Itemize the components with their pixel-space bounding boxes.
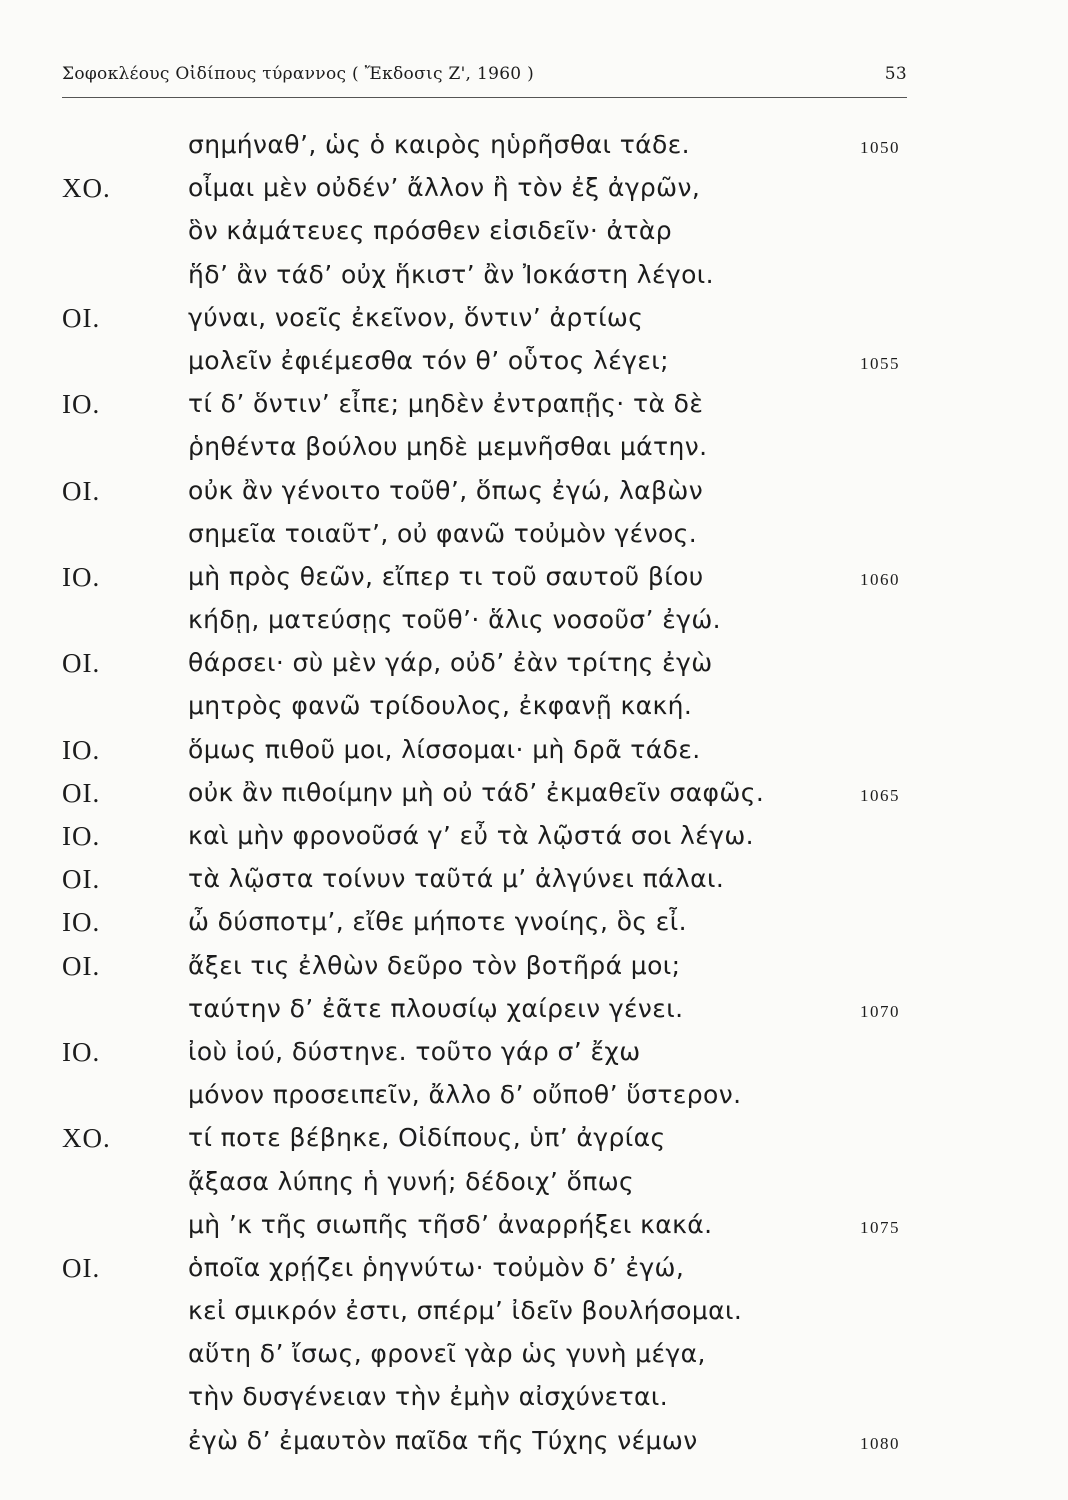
verse-line: [0, 994, 1068, 1037]
verse-line: [0, 1210, 1068, 1253]
verse-text: οἶμαι μὲν οὐδέν’ ἄλλον ἢ τὸν ἐξ ἀγρῶν,: [188, 173, 701, 203]
speaker-label: ΙΟ.: [62, 821, 101, 851]
verse-line: [0, 519, 1068, 562]
speaker-label: ΙΟ.: [62, 734, 101, 765]
verse-line: [0, 260, 1068, 303]
speaker-label: ΟΙ.: [62, 1252, 101, 1283]
verse-text: κεἰ σμικρόν ἐστι, σπέρμ’ ἰδεῖν βουλήσομαι.: [188, 1296, 743, 1326]
line-number: 1050: [860, 138, 900, 157]
speaker-label: ΟΙ.: [62, 864, 101, 895]
verse-line: [0, 1123, 1068, 1166]
verse-lines: [0, 130, 1068, 1469]
line-number: 1055: [860, 353, 900, 373]
verse-text: ὁποῖα χρῄζει ῥηγνύτω· τοὐμὸν δ’ ἐγώ,: [188, 1252, 685, 1282]
speaker-label: ΟΙ.: [62, 950, 101, 981]
speaker-label: ΙΟ.: [62, 907, 101, 938]
verse-line: [0, 864, 1068, 907]
verse-line: [0, 1339, 1068, 1382]
speaker-label: ΟΙ.: [62, 302, 101, 333]
verse-line: [0, 691, 1068, 734]
line-number: 1060: [860, 569, 900, 589]
verse-line: [0, 821, 1068, 864]
verse-line: [0, 1426, 1068, 1469]
speaker-label: ΙΟ.: [62, 389, 101, 420]
verse-text: μόνον προσειπεῖν, ἄλλο δ’ οὔποθ’ ὕστερον.: [188, 1080, 742, 1110]
line-number: 1075: [860, 1217, 900, 1237]
verse-text: καὶ μὴν φρονοῦσά γ’ εὖ τὰ λῷστά σοι λέγω.: [188, 821, 755, 850]
verse-text: τὰ λῷστα τοίνυν ταῦτά μ’ ἀλγύνει πάλαι.: [188, 864, 725, 894]
verse-line: [0, 130, 1068, 173]
verse-line: [0, 1296, 1068, 1339]
verse-text: ῥηθέντα βούλου μηδὲ μεμνῆσθαι μάτην.: [188, 432, 708, 462]
verse-text: σημεῖα τοιαῦτ’, οὐ φανῶ τοὐμὸν γένος.: [188, 518, 698, 548]
verse-line: [0, 476, 1068, 519]
verse-text: ὦ δύσποτμ’, εἴθε μήποτε γνοίης, ὃς εἶ.: [188, 907, 687, 937]
running-title: Σοφοκλέους Οἰδίπους τύραννος ( Ἔκδοσις Ζ', 1960 ): [62, 64, 535, 84]
verse-line: [0, 735, 1068, 778]
verse-line: [0, 1080, 1068, 1123]
verse-line: [0, 1253, 1068, 1296]
verse-text: μητρὸς φανῶ τρίδουλος, ἐκφανῇ κακή.: [188, 691, 693, 721]
verse-line: [0, 389, 1068, 432]
header-rule: [62, 97, 907, 98]
speaker-label: ΟΙ.: [62, 648, 101, 679]
line-number: 1070: [860, 1001, 900, 1021]
speaker-label: ΧΟ.: [62, 1123, 111, 1154]
verse-line: [0, 303, 1068, 346]
verse-line: [0, 907, 1068, 950]
speaker-label: ΧΟ.: [62, 173, 111, 204]
verse-line: [0, 346, 1068, 389]
verse-text: μὴ ’κ τῆς σιωπῆς τῆσδ’ ἀναρρήξει κακά.: [188, 1209, 713, 1239]
verse-line: [0, 562, 1068, 605]
verse-text: αὕτη δ’ ἴσως, φρονεῖ γὰρ ὡς γυνὴ μέγα,: [188, 1339, 706, 1369]
verse-line: [0, 951, 1068, 994]
verse-text: τὴν δυσγένειαν τὴν ἐμὴν αἰσχύνεται.: [188, 1382, 669, 1412]
verse-text: ἰοὺ ἰού, δύστηνε. τοῦτο γάρ σ’ ἔχω: [188, 1036, 641, 1066]
verse-text: κήδῃ, ματεύσῃς τοῦθ’· ἅλις νοσοῦσ’ ἐγώ.: [188, 605, 722, 635]
speaker-label: ΟΙ.: [62, 475, 101, 506]
verse-line: [0, 173, 1068, 216]
speaker-label: ΟΙ.: [62, 777, 101, 808]
verse-text: τί ποτε βέβηκε, Οἰδίπους, ὑπ’ ἀγρίας: [188, 1123, 666, 1153]
verse-text: τί δ’ ὅντιν’ εἶπε; μηδὲν ἐντραπῇς· τὰ δὲ: [188, 389, 704, 419]
line-number: 1065: [860, 785, 900, 805]
verse-line: [0, 432, 1068, 475]
verse-line: [0, 648, 1068, 691]
verse-line: [0, 216, 1068, 259]
verse-line: [0, 1037, 1068, 1080]
verse-text: ἐγὼ δ’ ἐμαυτὸν παῖδα τῆς Τύχης νέμων: [188, 1425, 698, 1455]
verse-text: οὐκ ἂν γένοιτο τοῦθ’, ὅπως ἐγώ, λαβὼν: [188, 475, 704, 505]
verse-text: μὴ πρὸς θεῶν, εἴπερ τι τοῦ σαυτοῦ βίου: [188, 561, 704, 591]
speaker-label: ΙΟ.: [62, 1036, 101, 1067]
verse-text: γύναι, νοεῖς ἐκεῖνον, ὅντιν’ ἀρτίως: [188, 302, 644, 332]
verse-text: σημήναθ’, ὡς ὁ καιρὸς ηὑρῆσθαι τάδε.: [188, 130, 691, 159]
verse-text: ἄξει τις ἐλθὼν δεῦρο τὸν βοτῆρά μοι;: [188, 950, 681, 980]
verse-line: [0, 778, 1068, 821]
verse-text: θάρσει· σὺ μὲν γάρ, οὐδ’ ἐὰν τρίτης ἐγὼ: [188, 648, 713, 678]
verse-line: [0, 1167, 1068, 1210]
verse-text: οὐκ ἂν πιθοίμην μὴ οὐ τάδ’ ἐκμαθεῖν σαφῶς.: [188, 777, 765, 807]
verse-text: μολεῖν ἐφιέμεσθα τόν θ’ οὗτος λέγει;: [188, 345, 669, 375]
line-number: 1080: [860, 1433, 900, 1453]
verse-text: ὃν κἀμάτευες πρόσθεν εἰσιδεῖν· ἀτὰρ: [188, 216, 673, 246]
verse-text: ταύτην δ’ ἐᾶτε πλουσίῳ χαίρειν γένει.: [188, 993, 684, 1023]
verse-text: ὅμως πιθοῦ μοι, λίσσομαι· μὴ δρᾶ τάδε.: [188, 734, 701, 764]
speaker-label: ΙΟ.: [62, 561, 101, 592]
verse-text: ᾄξασα λύπης ἡ γυνή; δέδοιχ’ ὅπως: [188, 1166, 635, 1196]
verse-text: ἥδ’ ἂν τάδ’ οὐχ ἥκιστ’ ἂν Ἰοκάστη λέγοι.: [188, 259, 715, 289]
page-number: 53: [884, 64, 907, 84]
verse-line: [0, 605, 1068, 648]
verse-line: [0, 1382, 1068, 1425]
